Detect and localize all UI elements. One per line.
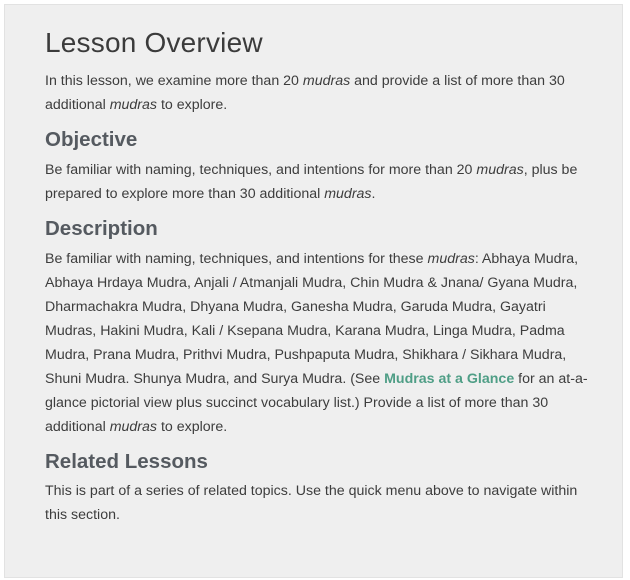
page-title: Lesson Overview xyxy=(45,27,263,58)
overview-text-1: In this lesson, we examine more than 20 xyxy=(45,73,303,90)
overview-text-3: to explore. xyxy=(157,97,228,114)
description-emphasis-1: mudras xyxy=(427,250,475,267)
overview-emphasis-2: mudras xyxy=(109,97,157,114)
objective-emphasis-2: mudras xyxy=(324,186,372,203)
objective-heading: Objective xyxy=(45,128,138,152)
lesson-content xyxy=(45,25,590,536)
overview-emphasis-1: mudras xyxy=(302,73,351,90)
objective-text-2: , plus be prepared to explore more than 30 additional xyxy=(45,162,578,203)
overview-paragraph xyxy=(45,69,590,117)
mudras-at-a-glance-link[interactable]: Mudras at a Glance xyxy=(384,370,515,387)
lesson-panel xyxy=(4,4,623,578)
objective-text-3: . xyxy=(371,186,376,203)
objective-paragraph xyxy=(45,158,590,206)
objective-emphasis-1: mudras xyxy=(476,162,524,179)
description-paragraph xyxy=(45,247,590,439)
related-lessons-heading: Related Lessons xyxy=(45,449,208,473)
objective-text-1: Be familiar with naming, techniques, and intentions for more than 20 xyxy=(45,162,477,179)
description-text-2: : Abhaya Mudra, Abhaya Hrdaya Mudra, Anjali / Atmanjali Mudra, Chin Mudra & Jnana/ Gyana Mudra, Dharmachakra Mudra, Dhyana Mudra, Ganesha Mudra, Garuda Mudra, Gayatri Mudras, Hakini Mudra, Kali / Ksepana Mudra, Karana Mudra, Linga Mudra, Padma Mudra, Prana Mudra, Prithvi Mudra, Pushpaputa Mudra, Shikhara / Sikhara Mudra, Shuni Mudra. Shunya Mudra, and Surya Mudra. (See xyxy=(45,250,579,387)
description-text-1: Be familiar with naming, techniques, and intentions for these xyxy=(45,250,428,267)
description-text-4: to explore. xyxy=(157,418,228,435)
description-emphasis-2: mudras xyxy=(109,418,157,435)
description-text-3: for an at-a-glance pictorial view plus succinct vocabulary list.) Provide a list of more than 30 additional xyxy=(45,370,588,435)
description-heading: Description xyxy=(45,217,158,241)
related-lessons-paragraph: This is part of a series of related topics. Use the quick menu above to navigate within this section. xyxy=(45,483,578,524)
overview-text-2: and provide a list of more than 30 additional xyxy=(45,73,565,114)
